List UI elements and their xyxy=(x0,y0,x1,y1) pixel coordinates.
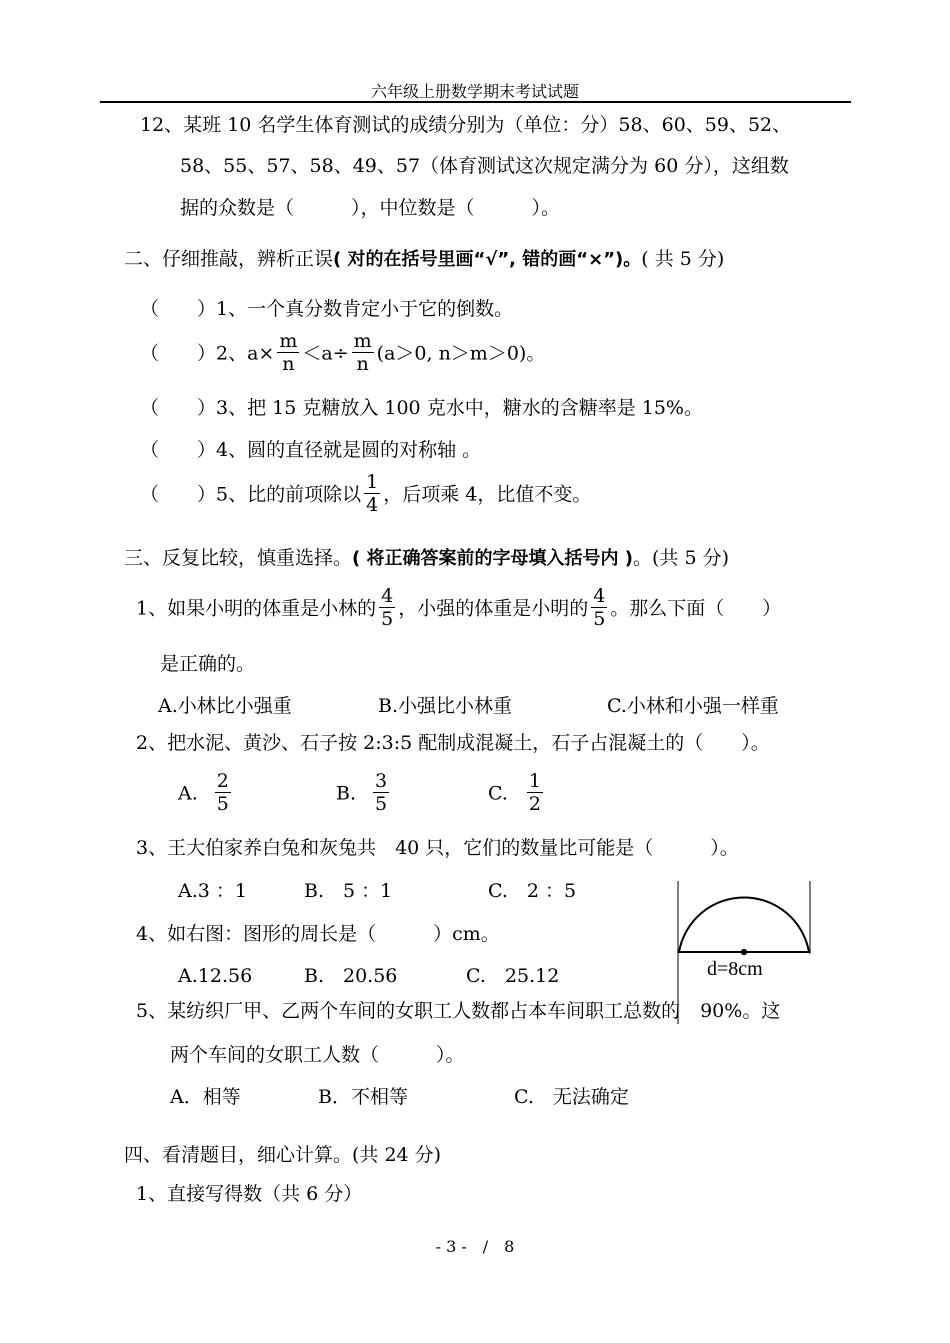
center-point xyxy=(741,949,747,955)
numerator: 3 xyxy=(375,770,388,792)
section3-heading xyxy=(124,546,729,571)
section2-instruction: ( 对的在括号里画“√”, 错的画“×”)。 xyxy=(333,249,642,270)
section2-heading xyxy=(124,247,724,272)
denominator: 4 xyxy=(366,494,379,516)
section3-instruction: ( 将正确答案前的字母填入括号内 ) xyxy=(352,548,634,569)
mc-q1-line2: 是正确的。 xyxy=(160,653,256,675)
section4-sub1: 1、直接写得数（共 6 分） xyxy=(136,1183,363,1205)
denominator: n xyxy=(356,353,369,375)
mc-q5-line2: 两个车间的女职工人数（ ）。 xyxy=(170,1044,465,1066)
fraction-3-over-5 xyxy=(373,770,389,815)
fraction-m-over-n-2 xyxy=(352,330,374,375)
section4-title: 四、看清题目，细心计算。(共 24 分) xyxy=(124,1144,442,1166)
mc-q3-option-c: C. 2 ：5 xyxy=(488,880,577,902)
tf-item-5 xyxy=(140,473,591,518)
q12-line2: 58、55、57、58、49、57（体育测试这次规定满分为 60 分），这组数 xyxy=(180,155,789,177)
page-number: - 3 - / 8 xyxy=(435,1237,515,1256)
mc-q1-pre: 1、如果小明的体重是小林的 xyxy=(136,597,377,620)
mc-q2-option-c xyxy=(488,772,546,817)
q12-line1: 12、某班 10 名学生体育测试的成绩分别为（单位：分）58、60、59、52、 xyxy=(140,114,792,136)
numerator: m xyxy=(279,330,298,352)
fraction-m-over-n xyxy=(277,330,299,375)
mc-q3-option-b: B. 5 ：1 xyxy=(304,880,393,902)
tf-item-4: （ ）4、圆的直径就是圆的对称轴 。 xyxy=(140,439,482,461)
option-label: A. xyxy=(178,782,198,805)
tf-item-3: （ ）3、把 15 克糖放入 100 克水中，糖水的含糖率是 15%。 xyxy=(140,397,703,419)
q12-line3: 据的众数是（ ），中位数是（ ）。 xyxy=(180,197,561,219)
denominator: 5 xyxy=(593,608,606,630)
fraction-1-over-4 xyxy=(364,471,380,516)
mc-q2-text: 2、把水泥、黄沙、石子按 2:3:5 配制成混凝土，石子占混凝土的（ ）。 xyxy=(136,732,770,754)
fraction-2-over-5 xyxy=(215,770,231,815)
mc-q5-line1 xyxy=(136,999,780,1023)
tf-item-2-mid: ＜a÷ xyxy=(302,342,349,365)
mc-q5-option-b: B．不相等 xyxy=(318,1086,408,1108)
denominator: 5 xyxy=(381,608,394,630)
semicircle-shape xyxy=(679,897,809,952)
mc-q1-option-b: B.小强比小林重 xyxy=(378,695,513,717)
section2-points: ( 共 5 分) xyxy=(641,248,725,270)
numerator: 1 xyxy=(366,471,379,493)
numerator: 2 xyxy=(216,770,229,792)
mc-q4-option-a: A.12.56 xyxy=(178,965,253,987)
mc-q1-mid: ，小强的体重是小明的 xyxy=(398,597,589,620)
tf-item-1: （ ）1、一个真分数肯定小于它的倒数。 xyxy=(140,298,514,320)
figure-diameter-label: d=8cm xyxy=(707,958,763,980)
mc-q1-option-c: C.小林和小强一样重 xyxy=(607,695,779,717)
header-rule xyxy=(100,101,851,103)
option-label: B. xyxy=(336,782,357,805)
mc-q3-option-a: A.3 ：1 xyxy=(178,880,247,902)
denominator: 2 xyxy=(528,793,541,815)
denominator: 5 xyxy=(216,793,229,815)
fraction-4-over-5 xyxy=(379,585,395,630)
denominator: 5 xyxy=(375,793,388,815)
mc-q1-post: 。那么下面（ ） xyxy=(610,597,782,620)
tf-item-2-pre: （ ）2、a× xyxy=(140,342,275,365)
mc-q3-text: 3、王大伯家养白兔和灰兔共 40 只，它们的数量比可能是（ ）。 xyxy=(136,837,739,859)
numerator: 1 xyxy=(528,770,541,792)
mc-q1-line1 xyxy=(136,587,781,632)
numerator: 4 xyxy=(381,585,394,607)
mc-q4-option-c: C. 25.12 xyxy=(466,965,560,987)
tf-item-5-post: ，后项乘 4，比值不变。 xyxy=(383,483,592,506)
fraction-1-over-2 xyxy=(527,770,543,815)
section2-title: 二、仔细推敲，辨析正误 xyxy=(124,248,334,270)
mc-q5-option-a: A．相等 xyxy=(170,1086,241,1108)
tf-item-5-pre: （ ）5、比的前项除以 xyxy=(140,483,362,506)
section3-points: 。(共 5 分) xyxy=(633,547,730,569)
denominator: n xyxy=(282,353,295,375)
mc-q5-line1-text: 5、某纺织厂甲、乙两个车间的女职工人数都占本车间职工总数的 xyxy=(136,1000,681,1022)
tf-item-2-post: (a＞0, n＞m＞0)。 xyxy=(376,342,546,365)
option-label: C. xyxy=(488,782,508,805)
numerator: m xyxy=(353,330,372,352)
mc-q1-option-a: A.小林比小强重 xyxy=(158,695,292,717)
numerator: 4 xyxy=(593,585,606,607)
section3-title: 三、反复比较，慎重选择。 xyxy=(124,547,353,569)
mc-q2-option-b xyxy=(336,772,392,817)
mc-q5-option-c: C. 无法确定 xyxy=(514,1086,629,1108)
mc-q5-percent: 90%。这 xyxy=(700,1000,781,1022)
page-header-title: 六年级上册数学期末考试试题 xyxy=(370,82,579,101)
mc-q4-option-b: B. 20.56 xyxy=(304,965,398,987)
tf-item-2 xyxy=(140,332,545,377)
mc-q2-option-a xyxy=(178,772,234,817)
mc-q4-text: 4、如右图：图形的周长是（ ）cm。 xyxy=(136,923,500,945)
fraction-4-over-5-2 xyxy=(591,585,607,630)
